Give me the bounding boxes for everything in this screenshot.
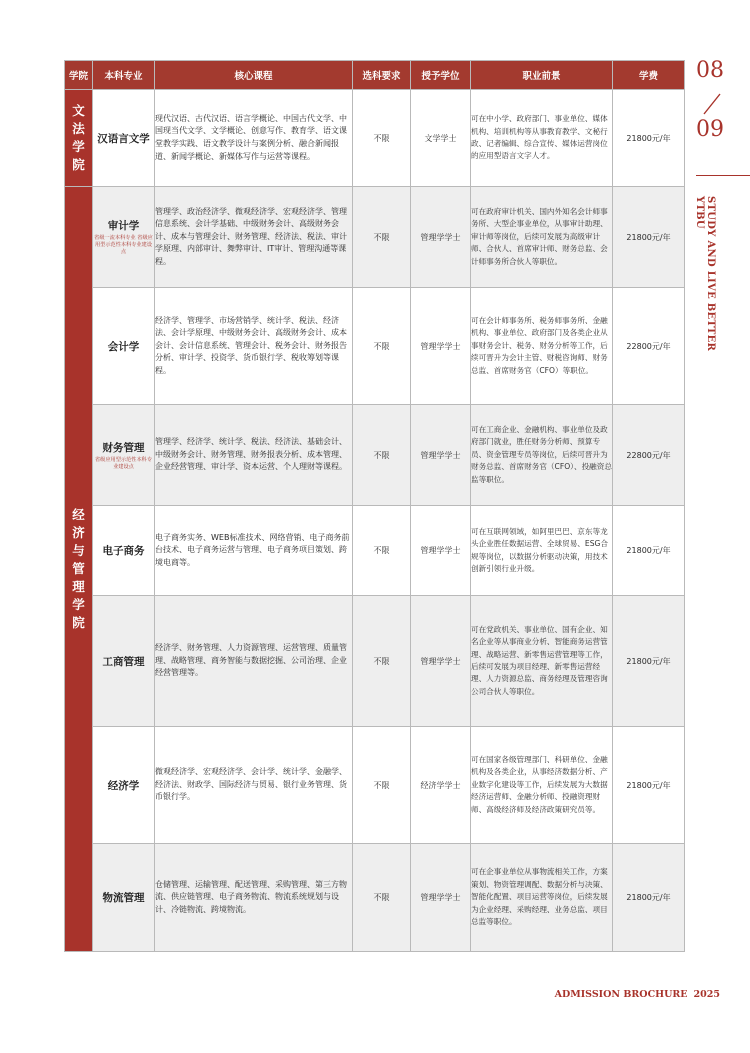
subject-requirement: 不限 <box>353 727 411 844</box>
career-prospects: 可在党政机关、事业单位、国有企业、知名企业等从事商业分析、智能商务运营管理、战略运营、新零售运营管理等工作，后续可发展为项目经理、新零售运营经理、人力资源总监、商务经理及管理咨询公司合伙人等职位。 <box>471 596 613 727</box>
career-prospects: 可在国家各级管理部门、科研单位、金融机构及各类企业，从事经济数据分析、产业数字化建设等工作，后续发展为大数据经济运营师、金融分析师、投融资理财师、高级经济师及经济政策研究员等。 <box>471 727 613 844</box>
table-row <box>65 405 685 506</box>
subject-requirement: 不限 <box>353 506 411 596</box>
table-header-row <box>65 61 685 90</box>
subject-requirement: 不限 <box>353 288 411 405</box>
page-divider-slash <box>702 92 722 116</box>
degree: 经济学学士 <box>411 727 471 844</box>
core-courses: 管理学、政治经济学、微观经济学、宏观经济学、管理信息系统、会计学基础、中级财务会计、高级财务会计、成本与管理会计、财务管理、经济法、税法、审计学原理、内部审计、舞弊审计、IT审计、管理沟通等课程。 <box>155 187 353 288</box>
table-row <box>65 596 685 727</box>
degree: 管理学学士 <box>411 187 471 288</box>
college-econ: 经济与管理学院 <box>65 187 93 952</box>
footer <box>520 989 720 1000</box>
career-prospects: 可在会计师事务所、税务师事务所、金融机构、事业单位、政府部门及各类企业从事财务会计、税务、财务分析等工作，后续可晋升为会计主管、财税咨询师、财务总监、首席财务官（CFO）等职位。 <box>471 288 613 405</box>
major-name: 经济学 <box>93 727 155 844</box>
core-courses: 微观经济学、宏观经济学、会计学、统计学、金融学、经济法、财政学、国际经济与贸易、银行业务管理、货币银行学。 <box>155 727 353 844</box>
tuition: 21800元/年 <box>613 596 685 727</box>
header-career: 职业前景 <box>471 61 613 90</box>
degree: 管理学学士 <box>411 844 471 952</box>
header-major: 本科专业 <box>93 61 155 90</box>
degree: 管理学学士 <box>411 405 471 506</box>
side-tagline: STUDY AND LIVE BETTER YTBU <box>694 196 716 352</box>
degree: 管理学学士 <box>411 288 471 405</box>
table-row <box>65 90 685 187</box>
major-name: 财务管理 省级应用型示范性本科专业建设点 <box>93 405 155 506</box>
tuition: 21800元/年 <box>613 727 685 844</box>
footer-brochure: ADMISSION BROCHURE <box>554 989 688 1000</box>
table-row <box>65 506 685 596</box>
degree: 文学学士 <box>411 90 471 187</box>
page-number-right: 09 <box>696 117 724 142</box>
major-name: 工商管理 <box>93 596 155 727</box>
career-prospects: 可在中小学、政府部门、事业单位、媒体机构、培训机构等从事教育教学、文秘行政、记者编辑、综合宣传、媒体运营岗位的应用型语言文字人才。 <box>471 90 613 187</box>
major-name: 物流管理 <box>93 844 155 952</box>
table-row <box>65 187 685 288</box>
college-arts: 文法学院 <box>65 90 93 187</box>
table-row <box>65 288 685 405</box>
major-name: 汉语言文学 <box>93 90 155 187</box>
core-courses: 经济学、管理学、市场营销学、统计学、税法、经济法、会计学原理、中级财务会计、高级财务会计、成本会计、会计信息系统、管理会计、税务会计、财务报告分析、审计学、投资学、货币银行学、税收筹划等课程。 <box>155 288 353 405</box>
subject-requirement: 不限 <box>353 90 411 187</box>
tuition: 21800元/年 <box>613 187 685 288</box>
subject-requirement: 不限 <box>353 844 411 952</box>
major-name: 审计学 省级一流本科专业 省级应用型示范性本科专业建设点 <box>93 187 155 288</box>
tuition: 22800元/年 <box>613 288 685 405</box>
career-prospects: 可在企事业单位从事物流相关工作，方案策划、物资管理调配、数据分析与决策、智能化配置、项目运营等岗位，后续发展为企业经理、采购经理、业务总监、项目总监等职位。 <box>471 844 613 952</box>
core-courses: 管理学、经济学、统计学、税法、经济法、基础会计、中级财务会计、财务管理、财务报表分析、成本管理、企业经营管理、审计学、资本运营、个人理财等课程。 <box>155 405 353 506</box>
table-row <box>65 727 685 844</box>
side-rule <box>696 175 750 176</box>
page-number-left: 08 <box>696 58 724 83</box>
tuition: 21800元/年 <box>613 506 685 596</box>
tuition: 21800元/年 <box>613 90 685 187</box>
major-name: 会计学 <box>93 288 155 405</box>
header-degree: 授予学位 <box>411 61 471 90</box>
major-name: 电子商务 <box>93 506 155 596</box>
core-courses: 现代汉语、古代汉语、语言学概论、中国古代文学、中国现当代文学、文学概论、创意写作、教育学、语文课堂教学实践、语文教学设计与案例分析、融合新闻报道、新闻学概论、新媒体写作与运营等课程。 <box>155 90 353 187</box>
core-courses: 仓储管理、运输管理、配送管理、采购管理、第三方物流、供应链管理、电子商务物流、物流系统规划与设计、冷链物流、跨境物流。 <box>155 844 353 952</box>
header-subject-req: 选科要求 <box>353 61 411 90</box>
career-prospects: 可在政府审计机关、国内外知名会计师事务所、大型企事业单位，从事审计助理、审计师等岗位，后续可发展为高级审计师、合伙人、首席审计师、财务总监、会计师事务所合伙人等职位。 <box>471 187 613 288</box>
program-table <box>64 60 685 952</box>
header-tuition: 学费 <box>613 61 685 90</box>
core-courses: 经济学、财务管理、人力资源管理、运营管理、质量管理、战略管理、商务智能与数据挖掘、公司治理、企业经营管理等。 <box>155 596 353 727</box>
table-row <box>65 844 685 952</box>
career-prospects: 可在互联网领域，如阿里巴巴、京东等龙头企业胜任数据运营、全球贸易、ESG合规等岗位，以数据分析驱动决策，用技术创新引领行业升级。 <box>471 506 613 596</box>
core-courses: 电子商务实务、WEB标准技术、网络营销、电子商务前台技术、电子商务运营与管理、电子商务项目策划、跨境电商等。 <box>155 506 353 596</box>
subject-requirement: 不限 <box>353 405 411 506</box>
subject-requirement: 不限 <box>353 596 411 727</box>
degree: 管理学学士 <box>411 506 471 596</box>
major-honor-note: 省级一流本科专业 省级应用型示范性本科专业建设点 <box>94 235 153 255</box>
footer-year: 2025 <box>693 989 720 1000</box>
degree: 管理学学士 <box>411 596 471 727</box>
header-college: 学院 <box>65 61 93 90</box>
major-honor-note: 省级应用型示范性本科专业建设点 <box>94 456 153 470</box>
tuition: 21800元/年 <box>613 844 685 952</box>
career-prospects: 可在工商企业、金融机构、事业单位及政府部门就业，胜任财务分析师、预算专员、资金管理专员等岗位，后续可晋升为财务总监、首席财务官（CFO）、投融资总监等职位。 <box>471 405 613 506</box>
subject-requirement: 不限 <box>353 187 411 288</box>
header-courses: 核心课程 <box>155 61 353 90</box>
tuition: 22800元/年 <box>613 405 685 506</box>
